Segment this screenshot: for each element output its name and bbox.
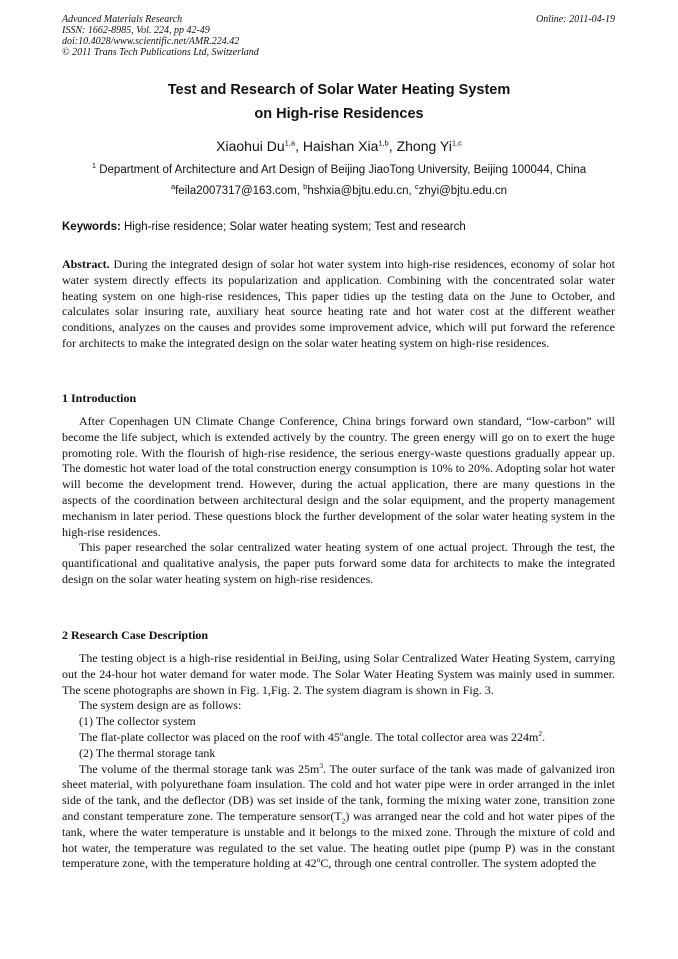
- email-superscript: c: [414, 182, 419, 192]
- research-case-body: [62, 651, 615, 872]
- affiliation: [0, 161, 678, 176]
- keywords: [62, 221, 615, 233]
- copyright: © 2011 Trans Tech Publications Ltd, Switzerland: [62, 47, 259, 58]
- section-heading-introduction: 1 Introduction: [62, 391, 137, 405]
- affiliation-superscript: 1: [91, 161, 97, 171]
- abstract-text: During the integrated design of solar hot water system into high-rise residences, economy of solar hot water system directly effects its popularization and application. Combining with the concentrated solar water heating system on one high-rise residences, This paper tidies up the testing data on the June to October, and calculates solar insuring rate, auxiliary heat source heating rate and hot water cost at the different weather conditions, analyzes on the causes and provides some improvement advice, which will put forward the reference for architects to make the integrated design on the solar water heating system on high-rise residences.: [62, 257, 616, 350]
- abstract-label: Abstract.: [62, 257, 110, 271]
- email-list: [0, 182, 678, 197]
- paper-title-line2: on High-rise Residences: [254, 106, 424, 122]
- author-superscript: 1,a: [284, 138, 296, 148]
- paragraph: The system design are as follows:: [79, 698, 242, 713]
- author-name: Haishan Xia: [302, 138, 379, 154]
- affiliation-text: Department of Architecture and Art Design of Beijing JiaoTong University, Beijing 100044, China: [99, 164, 587, 176]
- paragraph: After Copenhagen UN Climate Change Conference, China brings forward own standard, “low-carbon” will become the life subject, which is extended actively by the country. The green energy will go on to exert the huge promoting role. With the flourish of high-rise residence, the serious energy-waste questions gradually appear up. The domestic hot water load of the total construction energy consumption is 10% to 20%. Adopting solar hot water will become the development trend. However, during the actual application, there are many questions in the aspects of the coordination between architectural design and the solar equipment, and the property management mechanism in later period. These questions block the further development of the solar water heating system in the high-rise residences.: [62, 414, 615, 539]
- paragraph: The testing object is a high-rise residential in BeiJing, using Solar Centralized Water Heating System, carrying out the 24-hour hot water demand for water mode. The Solar Water Heating System was mainly used in summer. The scene photographs are shown in Fig. 1,Fig. 2. The system diagram is shown in Fig. 3.: [62, 651, 615, 697]
- paragraph: (1) The collector system: [79, 714, 196, 729]
- author-name: Xiaohui Du: [216, 138, 285, 154]
- paragraph: This paper researched the solar centralized water heating system of one actual project. Through the test, the quantificational and qualitative analysis, the paper puts forward some data for architects to make the integrated design on the solar water heating system on high-rise residences.: [62, 540, 615, 586]
- email-link[interactable]: hshxia@bjtu.edu.cn,: [307, 185, 412, 197]
- email-superscript: a: [170, 182, 176, 192]
- journal-name: Advanced Materials Research: [62, 14, 183, 25]
- author-list: Xiaohui Du$^{1,a}$, Haishan Xia$^{1,b}$, Zhong Yi$^{1,c}$: [216, 138, 462, 154]
- author-superscript: 1,c: [451, 138, 462, 148]
- author-superscript: 1,b: [378, 138, 389, 148]
- keywords-text: High-rise residence; Solar water heating system; Test and research: [124, 221, 466, 233]
- keywords-label: Keywords:: [62, 221, 121, 233]
- email-link[interactable]: feila2007317@163.com,: [175, 185, 300, 197]
- paragraph: The flat-plate collector was placed on the roof with 45$^o$angle. The total collector area was $224m^2$.: [79, 728, 546, 744]
- issn: ISSN: 1662-8985, Vol. 224, pp 42-49: [62, 25, 210, 36]
- author-name: Zhong Yi: [396, 138, 452, 154]
- abstract: [62, 257, 615, 352]
- introduction-body: [62, 414, 615, 588]
- paper-title-line1: Test and Research of Solar Water Heating System: [167, 82, 511, 98]
- paragraph: The volume of the thermal storage tank was $25m^3$. The outer surface of the tank was made of galvanized iron sheet material, with polyurethane foam insulation. The cold and hot water pipe were in order arranged in the inlet side of the tank, and the deflector (DB) was set inside of the tank, forming the mixing water zone, transition zone and constant temperature zone. The temperature $sensor(T_2)$ was arranged near the cold and hot water pipes of the tank, where the water temperature is unstable and it belongs to the mixed zone. Through the mixture of cold and hot water, the temperature was regulated to the set value. The heating outlet pipe (pump P) was in the constant temperature zone, with the temperature holding at 42$^o$C, through one central controller. The system adopted the: [62, 760, 616, 871]
- online-date: Online: 2011-04-19: [536, 14, 615, 25]
- journal-header: [62, 14, 615, 58]
- section-heading-research-case: 2 Research Case Description: [62, 628, 209, 642]
- email-link[interactable]: zhyi@bjtu.edu.cn: [418, 185, 508, 197]
- doi[interactable]: doi:10.4028/www.scientific.net/AMR.224.42: [62, 36, 240, 47]
- email-superscript: b: [303, 182, 308, 192]
- paragraph: (2) The thermal storage tank: [79, 745, 216, 760]
